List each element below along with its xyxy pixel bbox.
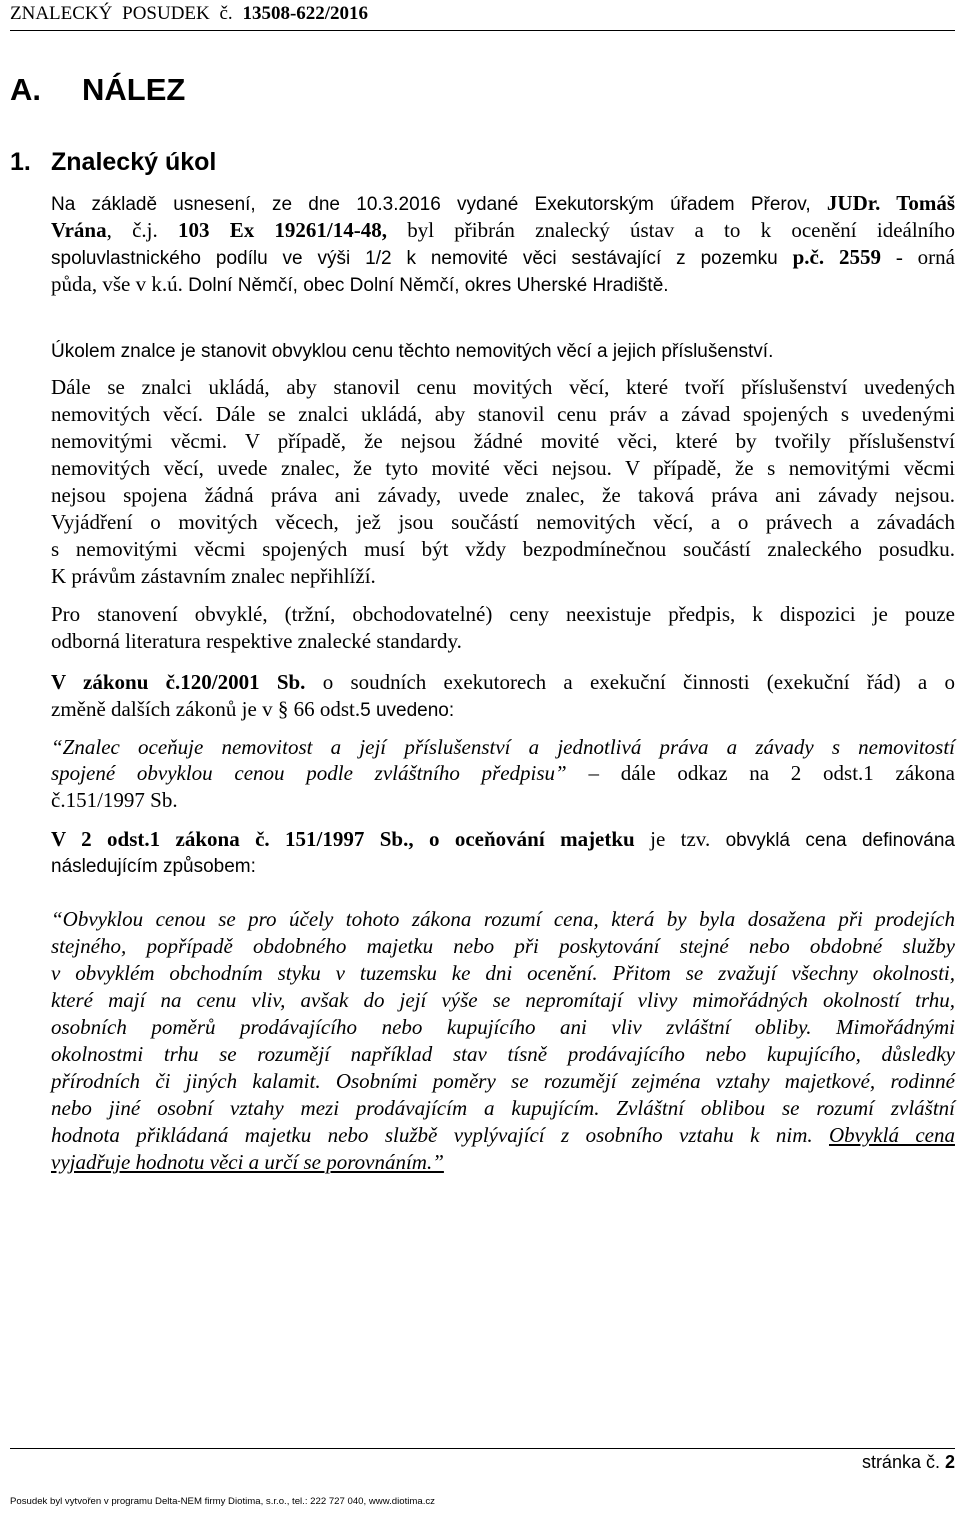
text-run: – dále odkaz na 2 odst.1 zákona bbox=[566, 761, 955, 785]
italic-text: “Obvyklou cenou se pro účely tohoto zákona rozumí cena, která by byla dosažena při prodejích bbox=[51, 907, 955, 931]
text-run: s nemovitými věcmi spojených musí být vždy bezpodmínečnou součástí znaleckého posudku. bbox=[51, 537, 955, 561]
italic-text: osobních poměrů prodávajícího nebo kupujícího ani vliv zvláštní obliby. Mimořádnými bbox=[51, 1015, 955, 1039]
italic-text: které mají na cenu vliv, avšak do její výše se nepromítají vlivy mimořádných okolností trhu, bbox=[51, 988, 955, 1012]
text-run: půda, vše v k.ú. bbox=[51, 272, 183, 296]
report-number: 13508-622/2016 bbox=[242, 3, 369, 24]
text-run: Na základě usnesení, ze dne 10.3.2016 vydané Exekutorským úřadem Přerov, bbox=[51, 194, 827, 215]
body-line bbox=[51, 536, 955, 563]
italic-text: přírodních či jiných kalamit. Osobními poměry se rozumějí zejména vztahy majetkové, rodinné bbox=[51, 1069, 955, 1093]
bold-text: JUDr. Tomáš bbox=[826, 191, 955, 215]
text-run: spoluvlastnického podílu ve výši 1/2 k nemovité věci sestávající z pozemku bbox=[51, 248, 793, 269]
quote-line bbox=[51, 933, 955, 960]
footer-rule bbox=[10, 1448, 955, 1449]
text-run: nemovitými věcmi. V případě, že nejsou žádné movité věci, které by tvořily příslušenství bbox=[51, 429, 955, 453]
body-line bbox=[51, 601, 955, 628]
italic-text: hodnota přikládaná majetku nebo službě vyplývající z osobního vztahu k nim. bbox=[51, 1123, 829, 1147]
text-run: Dále se znalci ukládá, aby stanovil cenu movitých věcí, které tvoří příslušenství uvedených bbox=[51, 375, 955, 399]
body-line bbox=[51, 244, 955, 271]
body-line bbox=[51, 190, 955, 217]
quote-line bbox=[51, 760, 955, 787]
body-line bbox=[51, 401, 955, 428]
quote-line bbox=[51, 1149, 955, 1176]
page-number-label bbox=[862, 1451, 955, 1473]
bold-text: V 2 odst.1 zákona č. 151/1997 Sb., o oceňování majetku bbox=[51, 827, 635, 851]
text-run: K právům zástavním znalec nepřihlíží. bbox=[51, 564, 376, 588]
header-title: ZNALECKÝ POSUDEK č. bbox=[10, 3, 233, 24]
body-line bbox=[51, 271, 955, 298]
text-run: odborná literatura respektive znalecké standardy. bbox=[51, 629, 462, 653]
italic-text: stejného, popřípadě obdobného majetku nebo při poskytování stejné nebo obdobné služby bbox=[51, 934, 955, 958]
bold-text: Vrána bbox=[51, 218, 107, 242]
italic-text: okolnostmi trhu se rozumějí například stav tísně prodávajícího nebo kupujícího, důsledky bbox=[51, 1042, 955, 1066]
bold-text: p.č. 2559 bbox=[792, 245, 881, 269]
text-run: 5 uvedeno: bbox=[360, 700, 455, 721]
text-run: změně dalších zákonů je v § 66 odst. bbox=[51, 697, 361, 721]
software-credit: Posudek byl vytvořen v programu Delta-NEM firmy Diotima, s.r.o., tel.: 222 727 040, www.diotima.cz bbox=[10, 1496, 435, 1507]
quote-line bbox=[51, 960, 955, 987]
quote-line bbox=[51, 1122, 955, 1149]
body-line bbox=[51, 826, 955, 853]
body-line bbox=[51, 696, 955, 723]
italic-text: nebo jiné osobní vztahy mezi prodávajícím a kupujícím. Zvláštní oblibou se rozumí zvláštní bbox=[51, 1096, 955, 1120]
underlined-text: vyjadřuje hodnotu věci a určí se porovnáním.” bbox=[51, 1150, 444, 1174]
text-run: Pro stanovení obvyklé, (tržní, obchodovatelné) ceny neexistuje předpis, k dispozici je pouze bbox=[51, 602, 955, 626]
body-line bbox=[51, 852, 955, 879]
text-run: byl přibrán znalecký ústav a to k ocenění ideálního bbox=[387, 218, 955, 242]
body-line bbox=[51, 669, 955, 696]
body-line bbox=[51, 374, 955, 401]
body-line bbox=[51, 455, 955, 482]
section-title: NÁLEZ bbox=[82, 72, 186, 107]
text-run: č.151/1997 Sb. bbox=[51, 788, 178, 812]
text-run: následujícím způsobem: bbox=[51, 856, 256, 877]
italic-text: spojené obvyklou cenou podle zvláštního předpisu” bbox=[51, 761, 567, 785]
bold-text: 103 Ex 19261/14-48, bbox=[177, 218, 387, 242]
quote-line bbox=[51, 1041, 955, 1068]
body-line bbox=[51, 428, 955, 455]
section-number: A. bbox=[10, 72, 41, 107]
text-run: obvyklá cena definována bbox=[725, 830, 955, 851]
italic-text: “Znalec oceňuje nemovitost a její příslušenství a jednotlivá práva a závady s nemovitostí bbox=[51, 735, 955, 759]
page-label: stránka č. bbox=[861, 1452, 940, 1472]
quote-line bbox=[51, 1095, 955, 1122]
header-rule bbox=[10, 30, 955, 31]
text-run: Vyjádření o movitých věcech, jež jsou součástí nemovitých věcí, a o právech a závadách bbox=[51, 510, 955, 534]
body-line bbox=[51, 509, 955, 536]
quote-line bbox=[51, 987, 955, 1014]
document-header bbox=[10, 2, 368, 26]
body-line bbox=[51, 217, 955, 244]
body-line bbox=[51, 337, 955, 364]
quote-line bbox=[51, 787, 955, 814]
quote-line bbox=[51, 906, 955, 933]
body-line bbox=[51, 482, 955, 509]
quote-line bbox=[51, 734, 955, 761]
text-run: o soudních exekutorech a exekuční činnosti (exekuční řád) a o bbox=[305, 670, 955, 694]
underlined-text: Obvyklá cena bbox=[829, 1123, 955, 1147]
bold-text: V zákonu č.120/2001 Sb. bbox=[51, 670, 306, 694]
text-run: nemovitých věcí, uvede znalec, že tyto movité věci nejsou. V případě, že s nemovitými věcmi bbox=[51, 456, 955, 480]
page-number: 2 bbox=[944, 1452, 955, 1472]
quote-line bbox=[51, 1014, 955, 1041]
text-run: - orná bbox=[880, 245, 956, 269]
text-run: , č.j. bbox=[106, 218, 178, 242]
subsection-number: 1. bbox=[10, 148, 31, 176]
text-run: Úkolem znalce je stanovit obvyklou cenu těchto nemovitých věcí a jejich příslušenství. bbox=[51, 341, 774, 362]
text-run: nejsou spojena žádná práva ani závady, uvede znalec, že taková práva ani závady nejsou. bbox=[51, 483, 955, 507]
body-line bbox=[51, 628, 955, 655]
text-run: je tzv. bbox=[634, 827, 726, 851]
body-line bbox=[51, 563, 955, 590]
quote-line bbox=[51, 1068, 955, 1095]
text-run: nemovitých věcí. Dále se znalci ukládá, aby stanovil cenu práv a závad spojených s uvedenými bbox=[51, 402, 955, 426]
italic-text: v obvyklém obchodním styku v tuzemsku ke dni ocenění. Přitom se zvažují všechny okolnosti, bbox=[51, 961, 955, 985]
subsection-title: Znalecký úkol bbox=[51, 148, 217, 176]
text-run: Dolní Němčí, obec Dolní Němčí, okres Uherské Hradiště. bbox=[182, 275, 669, 296]
